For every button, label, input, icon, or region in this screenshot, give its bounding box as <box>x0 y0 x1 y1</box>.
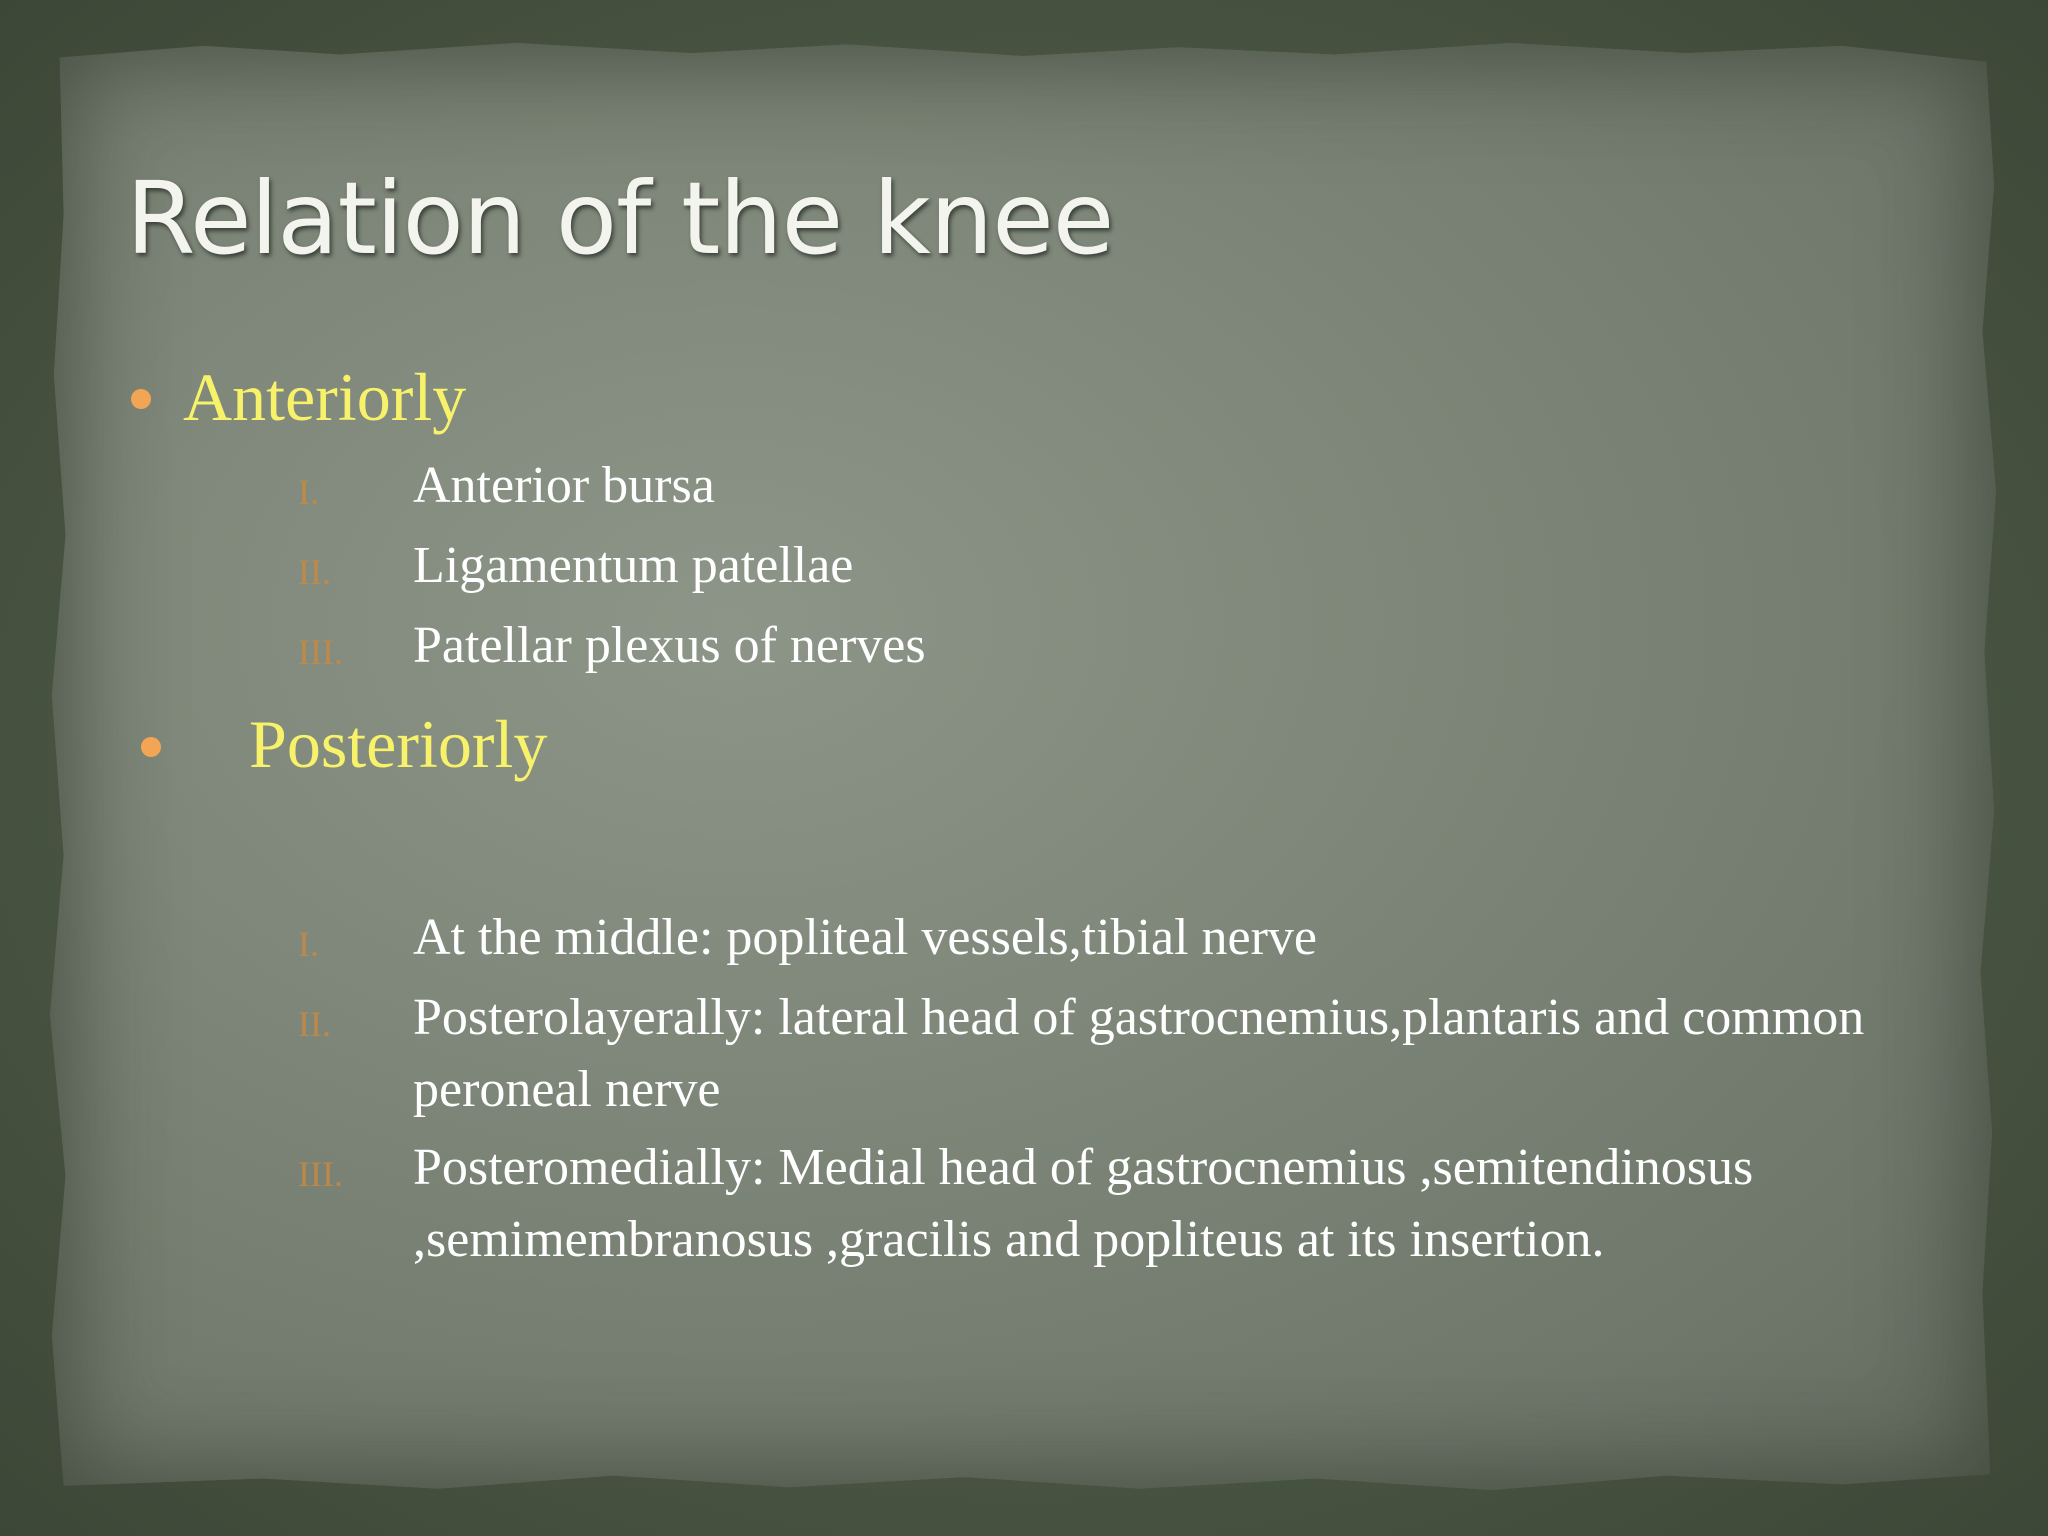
slide-title: Relation of the knee <box>126 160 1114 277</box>
list-numeral: I. <box>298 924 319 964</box>
list-item-text: Patellar plexus of nerves <box>413 617 926 674</box>
section-heading-anteriorly: Anteriorly <box>183 359 467 435</box>
list-numeral: II. <box>298 1004 331 1044</box>
list-item-text: Ligamentum patellae <box>413 537 854 594</box>
list-item-text: Posterolayerally: lateral head of gastrocnemius,plantaris and common peroneal nerve <box>413 989 1865 1118</box>
list-numeral: II. <box>298 552 331 592</box>
list-item-text: Anterior bursa <box>413 457 715 514</box>
bullet-dot-icon <box>131 389 151 409</box>
list-numeral: III. <box>298 632 343 672</box>
list-numeral: I. <box>298 472 319 512</box>
list-numeral: III. <box>298 1154 343 1194</box>
section-heading-posteriorly: Posteriorly <box>249 706 548 782</box>
list-item-text: Posteromedially: Medial head of gastrocnemius ,semitendinosus ,semimembranosus ,gracilis and popliteus at its insertion. <box>413 1139 1754 1268</box>
list-item-text: At the middle: popliteal vessels,tibial nerve <box>413 909 1318 966</box>
bullet-dot-icon <box>141 737 161 757</box>
